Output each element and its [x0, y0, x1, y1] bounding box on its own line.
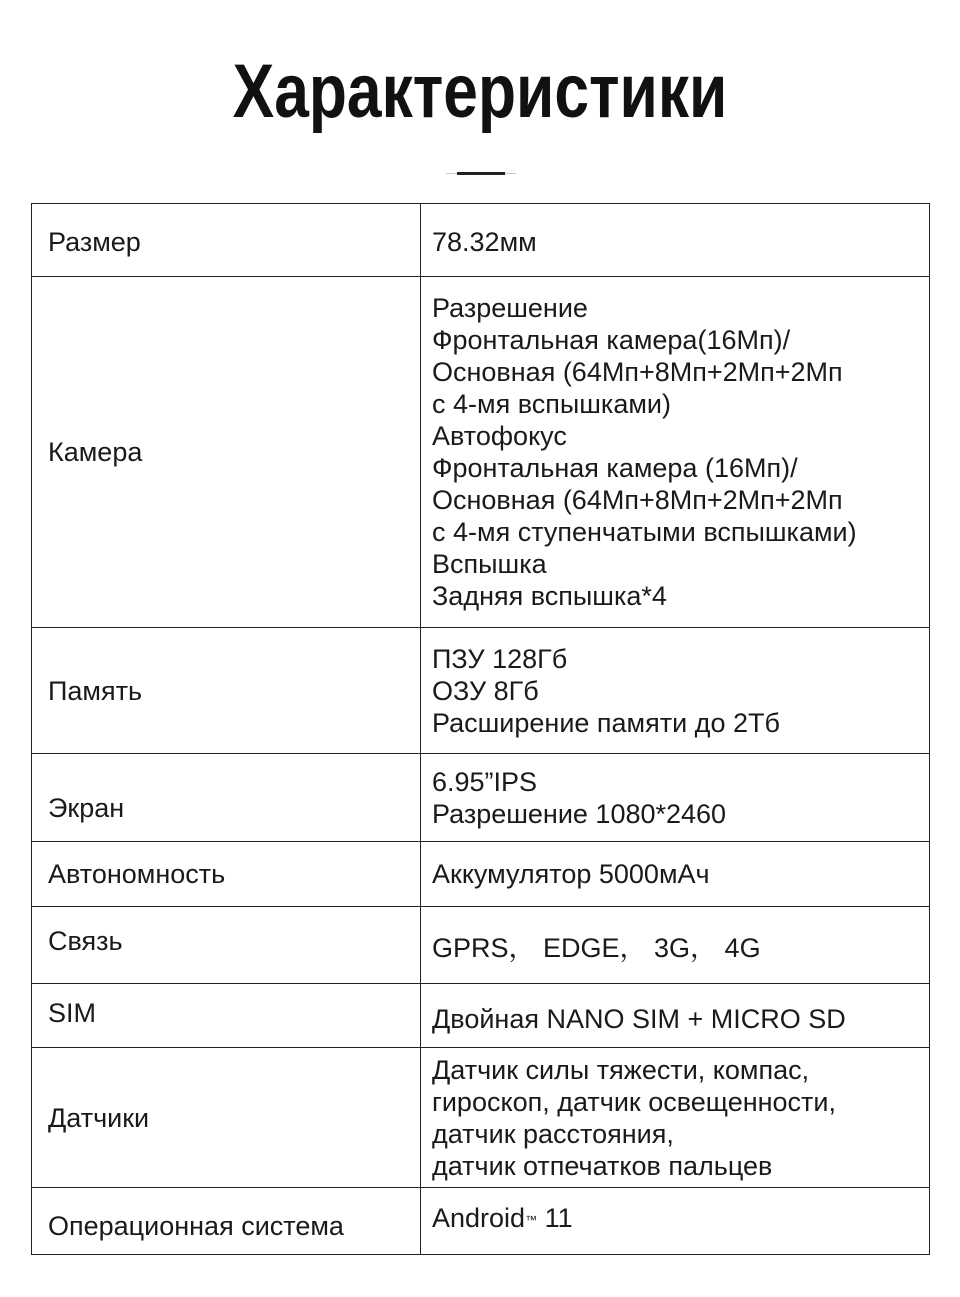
- spec-value-line: Аккумулятор 5000мАч: [432, 859, 710, 889]
- page-title: Характеристики: [232, 49, 728, 134]
- spec-value-line: Датчик силы тяжести, компас,: [432, 1054, 810, 1085]
- spec-value-line: Разрешение 1080*2460: [432, 798, 727, 829]
- table-row: [32, 1188, 930, 1255]
- spec-value-camera: [421, 277, 930, 628]
- os-name: Android: [432, 1203, 526, 1233]
- spec-value-line: Расширение памяти до 2Тб: [432, 707, 780, 738]
- spec-value-line: Фронтальная камера (16Мп)/: [432, 453, 798, 483]
- divider-thick-line: [457, 172, 505, 175]
- spec-value-size: [421, 204, 930, 277]
- spec-value-line: Двойная NANO SIM + MICRO SD: [432, 1003, 846, 1034]
- spec-label-sim: SIM: [32, 984, 421, 1048]
- spec-value-screen: [421, 754, 930, 842]
- table-row: [32, 277, 930, 628]
- table-row: [32, 907, 930, 984]
- title-divider: [446, 172, 516, 176]
- spec-value-line: датчик расстояния,: [432, 1118, 674, 1149]
- spec-value-line: GPRS， EDGE， 3G， 4G: [432, 933, 761, 963]
- spec-value-line: Задняя вспышка*4: [432, 581, 667, 611]
- spec-label-size: Размер: [32, 204, 421, 277]
- spec-value-line: [432, 1202, 923, 1234]
- trademark-mark: ™: [525, 1213, 538, 1227]
- table-row: [32, 754, 930, 842]
- spec-value-line: Фронтальная камера(16Мп)/: [432, 325, 791, 355]
- spec-label-connectivity: Связь: [32, 907, 421, 984]
- spec-value-sensors: [421, 1048, 930, 1188]
- spec-label-os: Операционная система: [32, 1188, 421, 1255]
- table-row: [32, 1048, 930, 1188]
- spec-value-line: с 4-мя ступенчатыми вспышками): [432, 517, 857, 547]
- spec-value-line: Основная (64Мп+8Мп+2Мп+2Мп: [432, 485, 843, 515]
- spec-value-line: Разрешение: [432, 293, 588, 323]
- spec-value-line: с 4-мя вспышками): [432, 389, 671, 419]
- table-row: [32, 204, 930, 277]
- spec-label-battery: Автономность: [32, 842, 421, 907]
- table-row: [32, 842, 930, 907]
- spec-value-sim: [421, 984, 930, 1048]
- spec-value-line: Вспышка: [432, 549, 547, 579]
- spec-label-sensors: Датчики: [32, 1048, 421, 1188]
- spec-label-memory: Память: [32, 628, 421, 754]
- table-row: [32, 628, 930, 754]
- spec-value-line: Основная (64Мп+8Мп+2Мп+2Мп: [432, 357, 843, 387]
- spec-value-line: 78.32мм: [432, 227, 537, 257]
- spec-label-screen: Экран: [32, 754, 421, 842]
- spec-value-os: [421, 1188, 930, 1255]
- spec-value-connectivity: [421, 907, 930, 984]
- spec-label-camera: Камера: [32, 277, 421, 628]
- spec-table: [31, 203, 930, 1255]
- table-row: [32, 984, 930, 1048]
- spec-value-line: ОЗУ 8Гб: [432, 675, 539, 706]
- spec-value-line: гироскоп, датчик освещенности,: [432, 1086, 837, 1117]
- spec-value-line: датчик отпечатков пальцев: [432, 1150, 773, 1181]
- os-version: 11: [537, 1203, 573, 1233]
- spec-value-battery: [421, 842, 930, 907]
- spec-value-line: 6.95”IPS: [432, 766, 538, 797]
- spec-value-line: ПЗУ 128Гб: [432, 643, 568, 674]
- spec-value-memory: [421, 628, 930, 754]
- spec-value-line: Автофокус: [432, 421, 567, 451]
